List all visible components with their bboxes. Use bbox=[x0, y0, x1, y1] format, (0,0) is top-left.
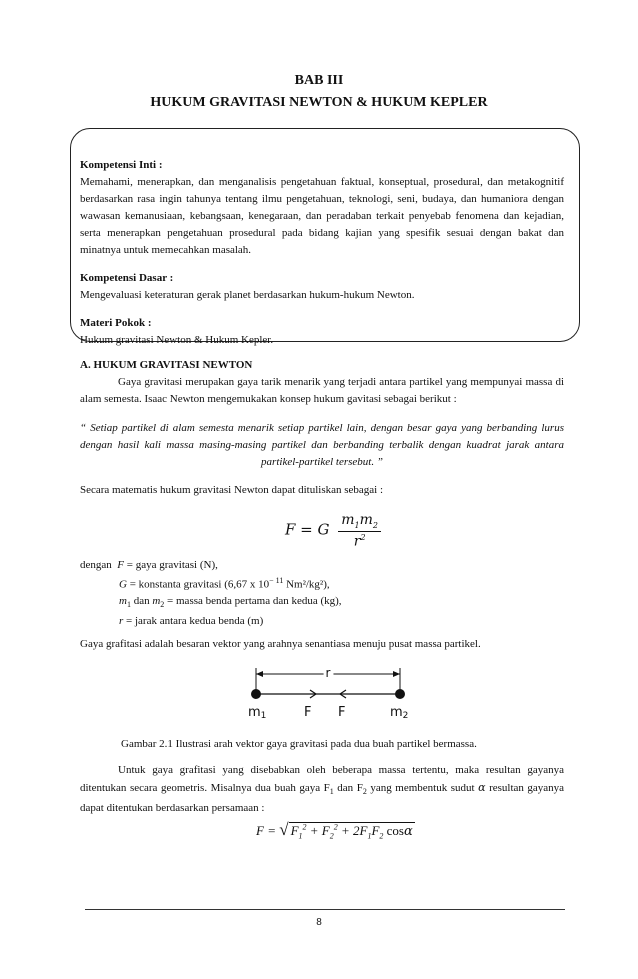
mass-1-dot bbox=[251, 689, 261, 699]
ki-text: Memahami, menerapkan, dan menganalisis pengetahuan faktual, konseptual, prosedural, dan metakognitif berdasarkan rasa ingin tahunya tentang ilmu pengetahuan, teknologi, seni, budaya, dan humaniora dengan wawasan kemanusiaan, kebangsaan, kenegaraan, dan peradaban terkait penyebab fenomena dan kejadian, serta menerapkan pengetahuan prosedural pada bidang kajian yang spesifik sesuai dengan bakat dan minatnya untuk memecahkan masalah. bbox=[80, 176, 564, 256]
mp-heading: Materi Pokok : bbox=[80, 317, 152, 329]
gravity-vector-diagram bbox=[230, 660, 430, 720]
defs-lead: dengan bbox=[80, 559, 112, 571]
kd-heading: Kompetensi Dasar : bbox=[80, 272, 174, 284]
force-label-left: F bbox=[304, 705, 312, 720]
chapter-number: BAB III bbox=[294, 73, 344, 88]
ki-heading: Kompetensi Inti : bbox=[80, 159, 163, 171]
intro-paragraph: Gaya gravitasi merupakan gaya tarik menarik yang terjadi antara partikel yang mempunyai massa di alam semesta. Isaac Newton mengemukakan konsep hukum gavitasi sebagai berikut : bbox=[80, 376, 564, 405]
math-intro: Secara matematis hukum gravitasi Newton dapat dituliskan sebagai : bbox=[80, 484, 384, 496]
kd-text: Mengevaluasi keteraturan gerak planet berdasarkan hukum-hukum Newton. bbox=[80, 289, 415, 301]
def-g: = konstanta gravitasi (6,67 x 10 bbox=[129, 578, 270, 591]
vector-note: Gaya grafitasi adalah besaran vektor yang arahnya senantiasa menuju pusat massa partikel. bbox=[80, 638, 481, 650]
def-r: = jarak antara kedua benda (m) bbox=[126, 614, 264, 627]
mass-2-dot bbox=[395, 689, 405, 699]
mass-2-label: m2 bbox=[390, 705, 409, 720]
def-g-unit: Nm²/kg²), bbox=[286, 578, 330, 591]
def-m: = massa benda pertama dan kedua (kg), bbox=[167, 594, 342, 607]
page-number: 8 bbox=[316, 917, 322, 928]
def-g-exp: − 11 bbox=[269, 576, 284, 585]
footer-rule bbox=[85, 909, 565, 910]
gravity-formula: F = G $\frac{m_1m_2}{r^2}$ bbox=[285, 512, 381, 549]
mp-text: Hukum gravitasi Newton & Hukum Kepler. bbox=[80, 334, 274, 346]
figure-caption: Gambar 2.1 Ilustrasi arah vektor gaya gravitasi pada dua buah partikel bermassa. bbox=[121, 738, 477, 750]
resultant-paragraph: Untuk gaya grafitasi yang disebabkan oleh beberapa massa tertentu, maka resultan gayanya ditentukan secara geometris. Misalnya dua buah gaya $F_1$ dan $F_2$ yang membentuk sudut α resultan gayanya dapat ditentukan berdasarkan persamaan : bbox=[80, 764, 565, 815]
section-heading: A. HUKUM GRAVITASI NEWTON bbox=[80, 359, 253, 371]
chapter-title: HUKUM GRAVITASI NEWTON & HUKUM KEPLER bbox=[150, 95, 488, 110]
competency-content bbox=[80, 157, 564, 349]
def-m-and: dan bbox=[133, 594, 150, 607]
resultant-formula: F = √ $F_1^2 + F_2^2 + 2F_1F_2$ cosα bbox=[256, 820, 413, 841]
def-f: = gaya gravitasi (N), bbox=[126, 559, 218, 571]
variable-definitions: dengan F = gaya gravitasi (N), G = konstanta gravitasi (6,67 x $10^{- 11}$ Nm²/kg²), $m_1$ dan $m_2$ = massa benda pertama dan kedua (kg), r = jarak antara kedua benda (m) bbox=[80, 559, 342, 627]
newton-quote: “ Setiap partikel di alam semesta menarik setiap partikel lain, dengan besar gaya yang berbanding lurus dengan hasil kali massa masing-masing partikel dan berbanding terbalik dengan kuadrat jarak antara partikel-partikel tersebut. ” bbox=[80, 422, 564, 468]
force-label-right: F bbox=[338, 705, 346, 720]
distance-label: r bbox=[325, 666, 331, 680]
mass-1-label: m1 bbox=[248, 705, 267, 720]
